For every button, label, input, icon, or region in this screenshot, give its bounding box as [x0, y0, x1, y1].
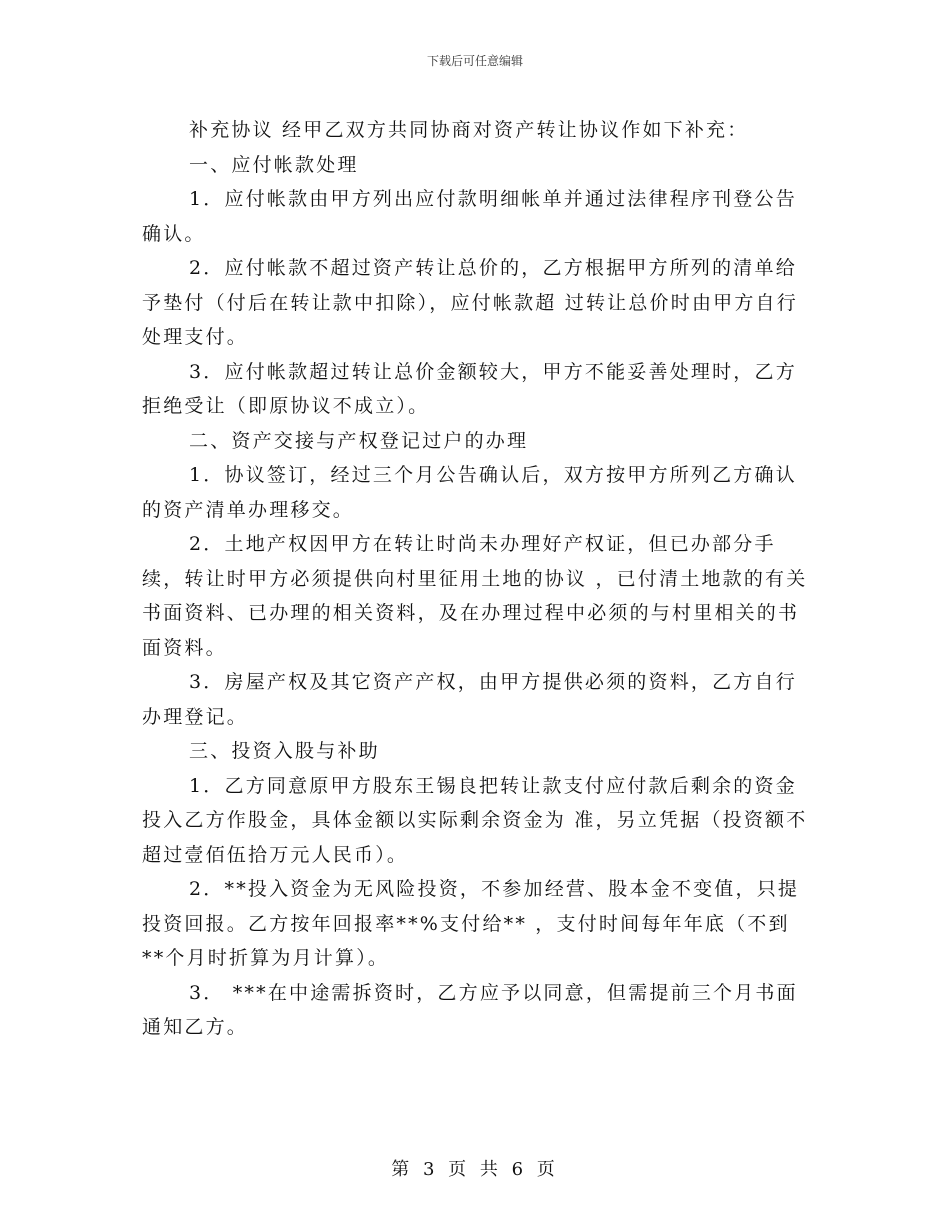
page-header: 下载后可任意编辑 [426, 54, 523, 68]
section-heading-1: 一、应付帐款处理 [189, 153, 359, 176]
paragraph-1-3: 3．应付帐款超过转让总价金额较大，甲方不能妥善处理时，乙方拒绝受让（即原协议不成立）。 [142, 360, 797, 417]
paragraph-3-3: 3． ***在中途需拆资时，乙方应予以同意，但需提前三个月书面通知乙方。 [142, 981, 798, 1038]
paragraph-intro: 补充协议 经甲乙双方共同协商对资产转让协议作如下补充： [189, 119, 749, 141]
paragraph-1-1: 1．应付帐款由甲方列出应付款明细帐单并通过法律程序刊登公告确认。 [142, 188, 797, 245]
paragraph-3-2: 2．**投入资金为无风险投资，不参加经营、股本金不变值，只提投资回报。乙方按年回报率**%支付给** ，支付时间每年年底（不到**个月时折算为月计算）。 [142, 878, 800, 969]
paragraph-2-1: 1．协议签订，经过三个月公告确认后，双方按甲方所列乙方确认的资产清单办理移交。 [142, 464, 797, 521]
page-number-footer: 第 3 页 共 6 页 [391, 1159, 559, 1180]
paragraph-3-1: 1．乙方同意原甲方股东王锡良把转让款支付应付款后剩余的资金投入乙方作股金，具体金额以实际剩余资金为 准，另立凭据（投资额不超过壹佰伍拾万元人民币）。 [142, 774, 808, 866]
paragraph-1-2: 2．应付帐款不超过资产转让总价的，乙方根据甲方所列的清单给予垫付（付后在转让款中扣除），应付帐款超 过转让总价时由甲方自行处理支付。 [142, 257, 798, 348]
document-body [142, 113, 810, 1045]
section-heading-2: 二、资产交接与产权登记过户的办理 [189, 429, 529, 452]
paragraph-2-3: 3．房屋产权及其它资产产权，由甲方提供必须的资料，乙方自行办理登记。 [142, 671, 797, 728]
section-heading-3: 三、投资入股与补助 [189, 740, 380, 762]
paragraph-2-2: 2．土地产权因甲方在转让时尚未办理好产权证，但已办部分手续，转让时甲方必须提供向村里征用土地的协议 ，已付清土地款的有关书面资料、已办理的相关资料，及在办理过程中必须的与村里相关的书面资料。 [142, 533, 808, 659]
